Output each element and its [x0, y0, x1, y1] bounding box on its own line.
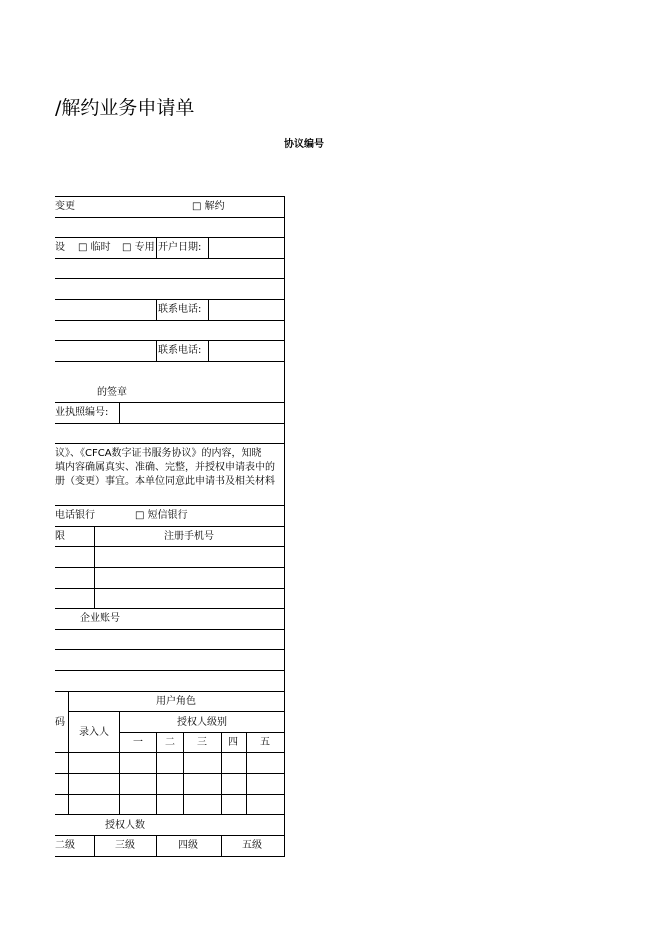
sms-bank-option[interactable]: □ 短信银行	[135, 510, 188, 521]
grid-line	[55, 443, 285, 444]
grid-line	[208, 340, 209, 361]
grid-line	[119, 711, 120, 815]
auth-count-header: 授权人数	[105, 820, 145, 831]
contact-phone-label: 联系电话:	[158, 345, 202, 356]
open-date-label: 开户日期:	[158, 242, 202, 253]
grid-line	[68, 711, 285, 712]
grid-line	[55, 278, 285, 279]
grid-line	[221, 835, 222, 856]
grid-line	[183, 732, 184, 815]
level-header-4: 四	[228, 737, 238, 748]
grid-line	[55, 691, 285, 692]
contact-phone-label: 联系电话:	[158, 304, 202, 315]
grid-line	[55, 588, 285, 589]
grid-line	[55, 217, 285, 218]
level-header-5: 五	[260, 737, 270, 748]
level-header-3: 三	[197, 737, 207, 748]
grid-line	[156, 299, 157, 320]
grid-line	[55, 402, 285, 403]
grid-line	[55, 752, 285, 753]
grid-line	[55, 856, 285, 857]
limit-header: 限	[55, 531, 65, 542]
grid-line	[55, 526, 285, 527]
user-role-header: 用户角色	[156, 696, 196, 707]
grid-line	[221, 732, 222, 815]
grid-line	[55, 237, 285, 238]
grid-line	[55, 546, 285, 547]
temporary-option[interactable]: □ 临时	[78, 242, 111, 253]
grid-line	[119, 732, 285, 733]
grid-line	[55, 814, 285, 815]
grid-line	[55, 423, 285, 424]
level-header-2: 二	[165, 737, 175, 748]
grid-line	[156, 835, 157, 856]
grid-line	[156, 237, 157, 258]
auth-count-level-2: 二级	[55, 840, 75, 851]
grid-line	[68, 691, 69, 815]
auth-count-level-5: 五级	[242, 840, 262, 851]
grid-line	[119, 402, 120, 423]
statement-line: 册（变更）事宜。本单位同意此申请书及相关材料	[55, 476, 275, 487]
grid-line	[94, 835, 95, 856]
phone-bank-option[interactable]: 电话银行	[55, 510, 95, 521]
statement-line: 填内容确属真实、准确、完整，并授权申请表中的	[55, 462, 275, 473]
grid-line	[55, 320, 285, 321]
level-header-1: 一	[133, 737, 143, 748]
mobile-number-header: 注册手机号	[164, 531, 214, 542]
grid-line	[208, 299, 209, 320]
grid-line	[55, 794, 285, 795]
special-option[interactable]: □ 专用	[122, 242, 155, 253]
grid-line	[55, 567, 285, 568]
grid-line	[55, 608, 285, 609]
entry-person-header: 录入人	[79, 727, 109, 738]
auth-count-level-4: 四级	[178, 840, 198, 851]
grid-line	[94, 526, 95, 609]
grid-line	[55, 196, 285, 197]
grid-line	[55, 258, 285, 259]
auth-count-level-3: 三级	[115, 840, 135, 851]
grid-line	[55, 361, 285, 362]
grid-line	[246, 732, 247, 815]
cancel-option[interactable]: □ 解约	[192, 201, 225, 212]
enterprise-account-header: 企业账号	[80, 613, 120, 624]
code-header: 码	[55, 717, 65, 728]
grid-line	[156, 340, 157, 361]
business-license-label: 业执照编号:	[55, 407, 109, 418]
setup-option[interactable]: 设	[55, 242, 65, 253]
grid-line	[55, 835, 285, 836]
grid-line	[55, 670, 285, 671]
statement-line: 议》、《CFCA数字证书服务协议》的内容，知晓	[55, 448, 262, 459]
grid-line	[55, 649, 285, 650]
grid-line	[55, 629, 285, 630]
seal-label: 的签章	[97, 387, 127, 398]
grid-line	[55, 505, 285, 506]
form-title: /解约业务申请单	[55, 97, 195, 119]
grid-line	[208, 237, 209, 258]
agreement-number-label: 协议编号	[284, 139, 324, 150]
grid-line	[55, 340, 285, 341]
grid-line	[156, 732, 157, 815]
auth-level-header: 授权人级别	[177, 717, 227, 728]
grid-line	[284, 196, 285, 857]
grid-line	[55, 773, 285, 774]
change-option[interactable]: 变更	[55, 201, 75, 212]
grid-line	[55, 299, 285, 300]
